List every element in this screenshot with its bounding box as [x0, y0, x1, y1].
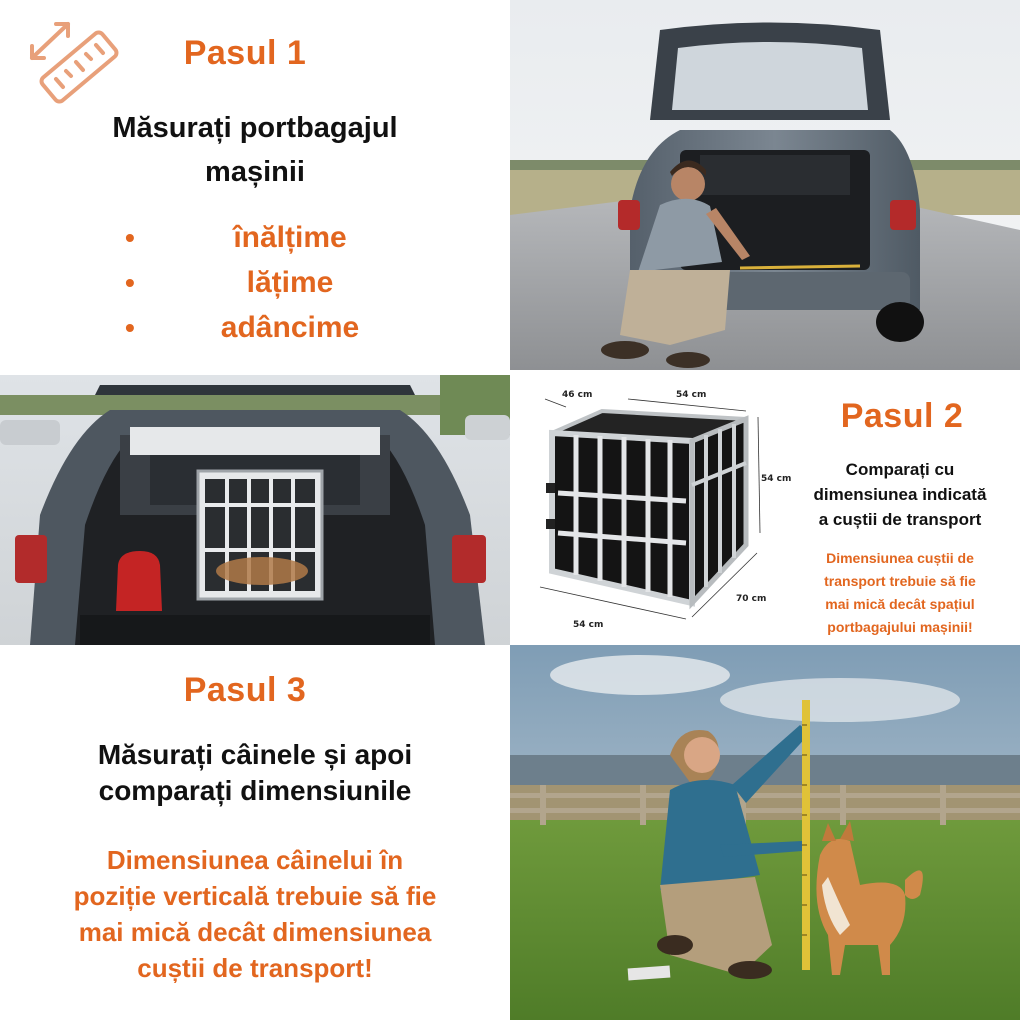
step3-heading-line2: comparați dimensiunile: [98, 775, 412, 806]
step2-title: Pasul 2: [840, 397, 964, 435]
step2-heading-line2: dimensiunea indicată: [813, 485, 987, 504]
crate-dimension-diagram: [510, 375, 792, 645]
list-item: [125, 305, 425, 350]
photo-man-measuring-trunk: [510, 0, 1020, 370]
step3-heading-line1: Măsurați câinele și apoi: [97, 739, 413, 770]
list-item-label: lățime: [246, 265, 334, 299]
bullet: •: [125, 221, 135, 253]
photo-crate-in-trunk: [0, 375, 510, 645]
step3-title: Pasul 3: [183, 671, 307, 709]
list-item: [125, 260, 425, 305]
list-item: [125, 215, 425, 260]
step2-heading: [790, 457, 1010, 532]
step2-note-line2: transport trebuie să fie: [824, 573, 976, 589]
step3-note-line3: mai mică decât dimensiunea: [78, 917, 432, 947]
dimension-height: 54 cm: [761, 474, 792, 484]
step1-title: Pasul 1: [183, 34, 307, 72]
step2-panel: [510, 375, 1020, 645]
dimension-width-top: 54 cm: [676, 390, 707, 400]
step2-note-line3: mai mică decât spațiul: [825, 596, 975, 612]
step3-note-line4: cuștii de transport!: [137, 953, 373, 983]
step3-note-line1: Dimensiunea câinelui în: [106, 845, 404, 875]
step3-panel: [0, 645, 510, 1020]
step2-note-line1: Dimensiunea cuștii de: [826, 550, 974, 566]
step2-heading-line3: a cuștii de transport: [818, 510, 982, 529]
measurement-list: [125, 215, 425, 350]
step3-note-line2: poziție verticală trebuie să fie: [73, 881, 437, 911]
step1-heading-line2: mașinii: [205, 156, 305, 188]
step3-note: [10, 842, 500, 986]
step3-heading: [20, 737, 490, 809]
dimension-length: 70 cm: [736, 594, 767, 604]
bullet: •: [125, 311, 135, 343]
dimension-depth-top: 46 cm: [562, 390, 593, 400]
photo-woman-measuring-dog: [510, 645, 1020, 1020]
step2-note-line4: portbagajului mașinii!: [827, 619, 973, 635]
list-item-label: adâncime: [220, 310, 360, 344]
step1-heading-line1: Măsurați portbagajul: [112, 112, 398, 144]
bullet: •: [125, 266, 135, 298]
step1-panel: [0, 0, 510, 370]
list-item-label: înălțime: [233, 220, 347, 254]
step2-note: [795, 547, 1005, 639]
ruler-icon: [26, 14, 124, 108]
step2-heading-line1: Comparați cu: [845, 460, 955, 479]
step1-heading: [40, 106, 470, 194]
dimension-width-bottom: 54 cm: [573, 620, 604, 630]
